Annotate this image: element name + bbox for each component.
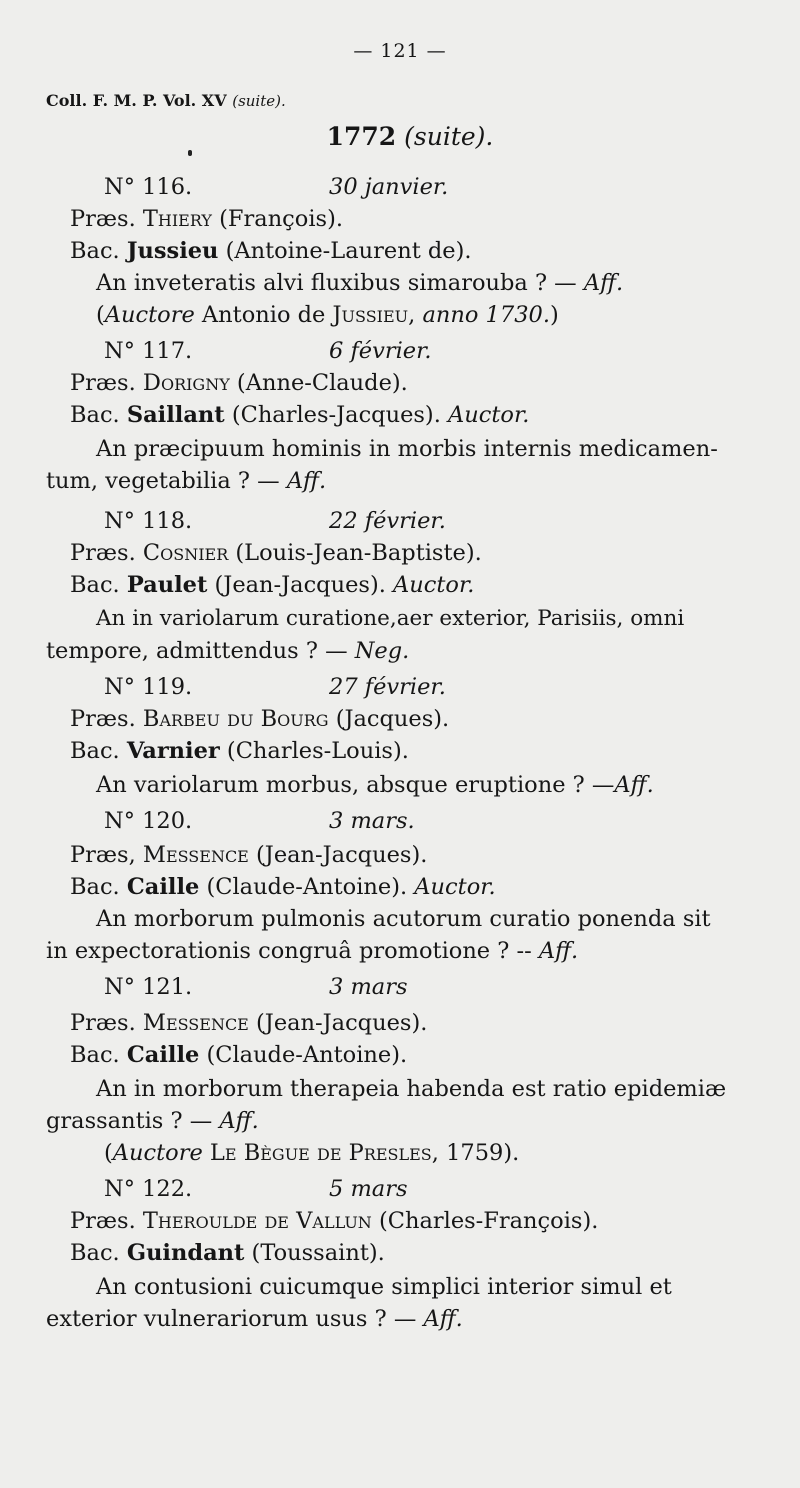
bachelor-prefix: Bac. <box>70 1042 120 1068</box>
entry-121-praeses <box>70 1008 427 1038</box>
entry-date: 6 février. <box>329 338 432 364</box>
bachelor-prefix: Bac. <box>70 402 120 428</box>
praeses-forename: (Louis-Jean-Baptiste). <box>228 540 482 566</box>
question-text: grassantis ? — <box>46 1108 220 1134</box>
entry-121-header <box>104 972 408 1002</box>
year-heading <box>0 122 800 152</box>
entry-date: 30 janvier. <box>329 174 449 200</box>
question-text: exterior vulnerariorum usus ? — <box>46 1306 424 1332</box>
auctore-label: Auctore <box>104 302 195 328</box>
bachelor-forename: (Charles-Jacques). <box>224 402 441 428</box>
entry-date: 22 février. <box>329 508 446 534</box>
praeses-forename: (François). <box>211 206 344 232</box>
entry-122-praeses <box>70 1206 598 1236</box>
collection-label: Coll. F. M. P. Vol. XV <box>46 91 227 110</box>
praeses-name: Cosnier <box>142 540 229 566</box>
bachelor-name: Jussieu <box>126 238 219 264</box>
entry-118-praeses <box>70 538 482 568</box>
answer: Aff. <box>583 270 624 296</box>
praeses-prefix: Præs, <box>70 842 136 868</box>
entry-116-praeses <box>70 204 343 234</box>
praeses-name: Messence <box>142 1010 249 1036</box>
entry-117-header <box>104 336 432 366</box>
answer: Aff. <box>423 1306 463 1332</box>
entry-117-question-line-2 <box>46 466 326 496</box>
auctor-name: Le Bègue de Presles, <box>202 1140 439 1166</box>
entry-number: N° 120. <box>104 808 193 834</box>
bachelor-forename: (Toussaint). <box>244 1240 385 1266</box>
bachelor-name: Paulet <box>126 572 208 598</box>
ink-dot <box>188 150 192 156</box>
praeses-forename: (Anne-Claude). <box>229 370 408 396</box>
paren-open: ( <box>96 302 105 328</box>
question-text: tum, vegetabilia ? — <box>46 468 287 494</box>
bachelor-prefix: Bac. <box>70 238 120 264</box>
entry-date: 5 mars <box>329 1176 408 1202</box>
answer: Aff. <box>286 468 327 494</box>
entry-116-auctor-note <box>96 300 559 330</box>
answer: Aff. <box>614 772 654 798</box>
praeses-forename: (Jean-Jacques). <box>248 842 428 868</box>
auctor-mark: Auctor. <box>407 874 496 900</box>
bachelor-forename: (Jean-Jacques). <box>207 572 386 598</box>
praeses-name: Barbeu du Bourg <box>142 706 329 732</box>
praeses-prefix: Præs. <box>70 1010 136 1036</box>
answer: Aff. <box>219 1108 259 1134</box>
entry-120-question-line-1: An morborum pulmonis acutorum curatio ponenda sit <box>96 906 711 932</box>
entry-122-header <box>104 1174 408 1204</box>
bachelor-forename: (Claude-Antoine). <box>199 874 408 900</box>
bachelor-prefix: Bac. <box>70 1240 120 1266</box>
auctor-mark: Auctor. <box>385 572 475 598</box>
bachelor-forename: (Claude-Antoine). <box>199 1042 408 1068</box>
entry-number: N° 116. <box>104 174 193 200</box>
entry-number: N° 117. <box>104 338 193 364</box>
auctor-forename: Antonio de <box>194 302 333 328</box>
entry-116-question <box>96 268 623 298</box>
entry-116-header <box>104 172 448 202</box>
praeses-name: Theroulde de Vallun <box>142 1208 372 1234</box>
year-suite: (suite). <box>404 122 494 151</box>
praeses-prefix: Præs. <box>70 706 136 732</box>
paren-close: ) <box>549 302 559 328</box>
bachelor-prefix: Bac. <box>70 572 120 598</box>
praeses-prefix: Præs. <box>70 206 136 232</box>
entry-date: 3 mars <box>329 974 408 1000</box>
entry-117-question-line-1: An præcipuum hominis in morbis internis medicamen- <box>96 436 718 462</box>
praeses-forename: (Jean-Jacques). <box>248 1010 428 1036</box>
auctor-mark: Auctor. <box>440 402 530 428</box>
question-text: An variolarum morbus, absque eruptione ? — <box>96 772 615 798</box>
answer: Aff. <box>538 938 579 964</box>
bachelor-prefix: Bac. <box>70 874 120 900</box>
entry-date: 27 février. <box>329 674 446 700</box>
entry-number: N° 121. <box>104 974 193 1000</box>
praeses-name: Dorigny <box>142 370 230 396</box>
auctor-year: 1759). <box>438 1140 520 1166</box>
bachelor-name: Saillant <box>126 402 225 428</box>
praeses-prefix: Præs. <box>70 1208 136 1234</box>
entry-122-question-line-2 <box>46 1304 463 1334</box>
answer: Neg. <box>354 638 410 664</box>
entry-120-question-line-2 <box>46 936 578 966</box>
entry-117-bachelor <box>70 400 529 430</box>
praeses-forename: (Jacques). <box>328 706 450 732</box>
collection-header <box>46 86 286 116</box>
entry-119-question <box>96 770 654 800</box>
auctore-label: Auctore <box>112 1140 203 1166</box>
entry-119-praeses <box>70 704 449 734</box>
entry-118-header <box>104 506 446 536</box>
auctor-name: Jussieu, <box>332 302 416 328</box>
entry-118-question-line-2 <box>46 636 409 666</box>
page-number: — 121 — <box>353 40 447 62</box>
entry-122-question-line-1: An contusioni cuicumque simplici interior simul et <box>96 1274 672 1300</box>
question-text: tempore, admittendus ? — <box>46 638 355 664</box>
entry-117-praeses <box>70 368 408 398</box>
entry-121-question-line-1: An in morborum therapeia habenda est ratio epidemiæ <box>96 1076 727 1102</box>
entry-116-bachelor <box>70 236 472 266</box>
praeses-name: Thiery <box>142 206 212 232</box>
bachelor-name: Caille <box>126 1042 200 1068</box>
year-number: 1772 <box>326 122 397 151</box>
entry-date: 3 mars. <box>329 808 415 834</box>
collection-suite: (suite). <box>232 92 286 110</box>
bachelor-forename: (Antoine-Laurent de). <box>218 238 472 264</box>
entry-number: N° 122. <box>104 1176 193 1202</box>
entry-number: N° 118. <box>104 508 193 534</box>
bachelor-forename: (Charles-Louis). <box>219 738 409 764</box>
entry-121-auctor-note <box>104 1138 519 1168</box>
entry-119-header <box>104 672 446 702</box>
entry-119-bachelor <box>70 736 409 766</box>
entry-121-question-line-2 <box>46 1106 259 1136</box>
bachelor-name: Guindant <box>126 1240 245 1266</box>
bachelor-name: Caille <box>126 874 200 900</box>
entry-122-bachelor <box>70 1238 385 1268</box>
entry-number: N° 119. <box>104 674 193 700</box>
paren-open: ( <box>104 1140 113 1166</box>
entry-121-bachelor <box>70 1040 407 1070</box>
question-text: in expectorationis congruâ promotione ? -- <box>46 938 539 964</box>
praeses-forename: (Charles-François). <box>371 1208 599 1234</box>
praeses-name: Messence <box>142 842 249 868</box>
entry-118-question-line-1: An in variolarum curatione,aer exterior, Parisiis, omni <box>96 606 685 631</box>
entry-120-header <box>104 806 415 836</box>
bachelor-prefix: Bac. <box>70 738 120 764</box>
entry-118-bachelor <box>70 570 474 600</box>
bachelor-name: Varnier <box>126 738 220 764</box>
praeses-prefix: Præs. <box>70 370 136 396</box>
entry-120-bachelor <box>70 872 496 902</box>
praeses-prefix: Præs. <box>70 540 136 566</box>
entry-120-praeses <box>70 840 427 870</box>
question-text: An inveteratis alvi fluxibus simarouba ? — <box>96 270 584 296</box>
auctor-year: anno 1730. <box>415 302 550 328</box>
